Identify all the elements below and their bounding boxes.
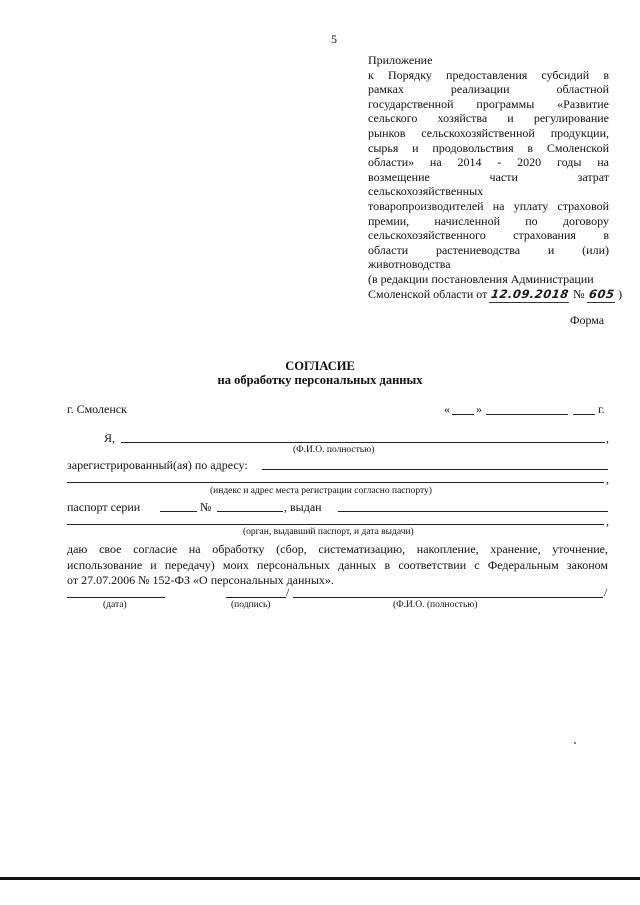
appendix-line: рынков сельскохозяйственной продукции, — [368, 125, 609, 140]
date-close-quote: » — [476, 402, 482, 416]
handwritten-number: 605 — [587, 286, 616, 301]
appendix-line: к Порядку предоставления субсидий в — [368, 67, 609, 82]
passport-series-label: паспорт серии — [67, 500, 141, 514]
issuer-caption: (орган, выдавший паспорт, и дата выдачи) — [243, 527, 414, 537]
registered-label: зарегистрированный(ая) по адресу: — [67, 458, 248, 472]
stray-mark — [574, 742, 576, 744]
appendix-last-line — [368, 286, 623, 303]
fio-full-caption: (Ф.И.О. (полностью) — [393, 600, 478, 610]
appendix-line: государственной программы «Развитие — [368, 96, 609, 111]
date-caption: (дата) — [103, 600, 127, 610]
document-subtitle: на обработку персональных данных — [217, 373, 423, 387]
date-field[interactable] — [67, 597, 165, 598]
appendix-line: сельскохозяйственного страхования в — [368, 228, 609, 243]
issued-label: , выдан — [284, 500, 322, 514]
fio-caption: (Ф.И.О. полностью) — [293, 445, 375, 455]
comma: , — [606, 472, 609, 486]
appendix-line: сельскохозяйственных — [368, 184, 484, 199]
consent-line-2: использование и передачу) моих персональных данных в соответствии с Федеральным законом — [67, 557, 608, 572]
appendix-line: возмещение части затрат — [368, 169, 609, 184]
passport-series-field[interactable] — [160, 511, 197, 512]
slash: / — [604, 585, 608, 599]
passport-number-field[interactable] — [217, 511, 283, 512]
appendix-line: рамках реализации областной — [368, 82, 609, 97]
signature-field[interactable] — [226, 597, 286, 598]
address-field[interactable] — [262, 469, 608, 470]
i-label: Я, — [104, 431, 116, 445]
appendix-line: сельского хозяйства и регулирование — [368, 111, 609, 126]
passport-number-label: № — [200, 500, 212, 514]
issued-by-field-continued[interactable] — [67, 524, 604, 525]
appendix-line: животноводства — [368, 257, 451, 272]
number-sign: № — [573, 286, 585, 301]
slash: / — [286, 585, 290, 599]
appendix-line: области растениеводства и (или) — [368, 242, 609, 257]
document-title: СОГЛАСИЕ — [285, 359, 355, 373]
year-suffix: г. — [598, 402, 605, 416]
city-label: г. Смоленск — [67, 402, 127, 416]
fio-field[interactable] — [121, 442, 605, 443]
appendix-last-line-prefix: Смоленской области от — [368, 286, 488, 301]
month-field[interactable] — [486, 414, 568, 415]
fio-signature-field[interactable] — [293, 597, 603, 598]
appendix-line: сырья и продовольствия в Смоленской — [368, 140, 609, 155]
comma: , — [606, 431, 609, 445]
appendix-line: премии, начисленной по договору — [368, 213, 609, 228]
issued-by-field[interactable] — [338, 511, 608, 512]
closing-paren: ) — [618, 286, 623, 301]
appendix-header — [368, 53, 623, 302]
appendix-line: (в редакции постановления Администрации — [368, 271, 594, 286]
handwritten-date: 12.09.2018 — [490, 286, 571, 301]
appendix-line: Приложение — [368, 53, 433, 67]
appendix-line: области» на 2014 - 2020 годы на — [368, 155, 609, 170]
appendix-line: товаропроизводителей на уплату страховой — [368, 198, 609, 213]
comma: , — [606, 514, 609, 528]
address-caption: (индекс и адрес места регистрации согласно паспорту) — [210, 486, 432, 496]
year-field[interactable] — [573, 414, 595, 415]
consent-line-3: от 27.07.2006 № 152-ФЗ «О персональных данных». — [67, 573, 334, 587]
address-field-continued[interactable] — [67, 482, 604, 483]
bottom-rule — [0, 877, 640, 880]
page-number: 5 — [331, 32, 337, 46]
date-open-quote: « — [444, 402, 450, 416]
consent-paragraph — [67, 542, 608, 589]
form-label: Форма — [570, 313, 605, 327]
day-field[interactable] — [452, 414, 474, 415]
consent-line-1: даю свое согласие на обработку (сбор, систематизацию, накопление, хранение, уточнение, — [67, 542, 608, 556]
signature-caption: (подпись) — [231, 600, 271, 610]
